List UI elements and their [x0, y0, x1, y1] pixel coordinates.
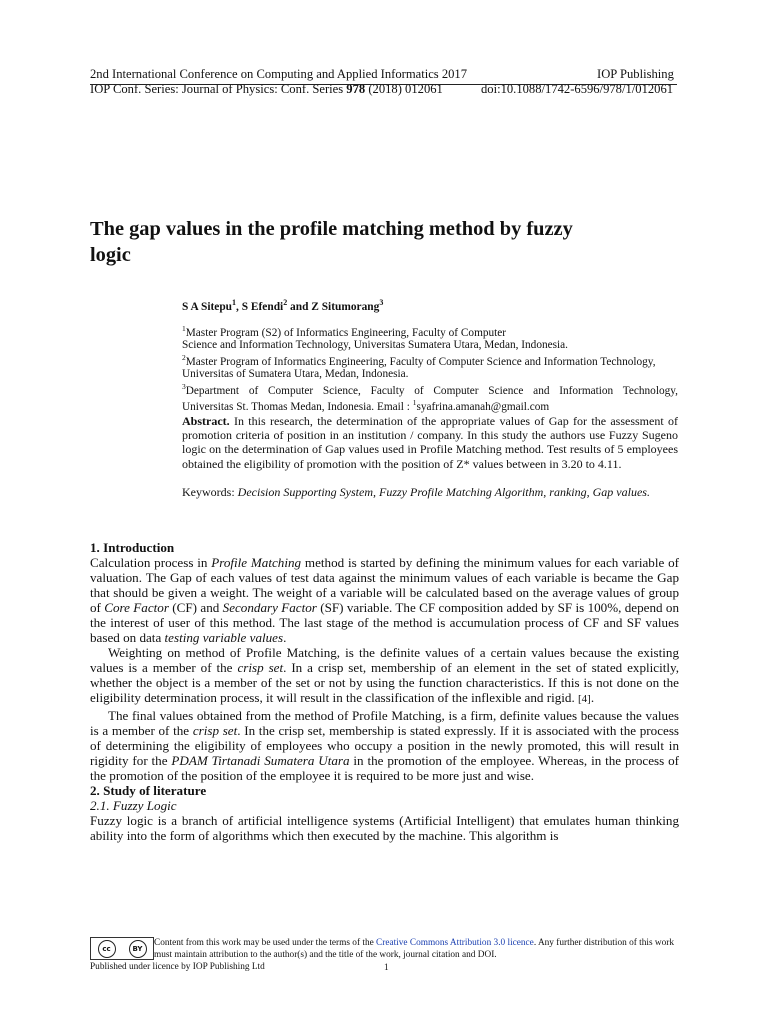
affiliation-3-sup: 3: [182, 381, 186, 391]
author-3-sup: 3: [379, 298, 384, 307]
subsection-heading-fuzzy-logic: 2.1. Fuzzy Logic: [90, 797, 177, 813]
text-run: .: [283, 630, 287, 646]
italic-term: testing variable values: [164, 630, 284, 646]
text-run: Weighting on method of Profile Matching, is the definite values of a certain values because the existing values is a member of the: [90, 645, 679, 676]
header-rule: [90, 84, 677, 85]
text-run: (CF) and: [168, 600, 223, 616]
affiliation-2-text: Master Program of Informatics Engineering, Faculty of Computer Science and Information Technology,: [185, 355, 656, 368]
author-1-sup: 1: [232, 298, 237, 307]
keywords-label: Keywords:: [182, 485, 238, 499]
licence-text: . Any further distribution of this work must maintain attribution to the author(s) and the title of the work, journal citation and DOI.: [154, 938, 675, 960]
series-year: (2018) 012061: [365, 82, 443, 96]
title-line-1: The gap values in the profile matching method by fuzzy: [90, 218, 573, 240]
author-2-sup: 2: [283, 298, 288, 307]
affiliation-2-line-2: Universitas of Sumatera Utara, Medan, Indonesia.: [182, 368, 409, 381]
keywords-list: Decision Supporting System, Fuzzy Profile Matching Algorithm, ranking, Gap values.: [237, 485, 650, 499]
cc-by-badge: [90, 937, 154, 960]
text-run: The final values obtained from the method of Profile Matching, is a firm, definite values because the values is a member of the: [90, 707, 679, 738]
italic-term: crisp set: [237, 660, 284, 676]
keywords: [182, 486, 678, 498]
author-list: [182, 298, 383, 313]
text-run: Calculation process in: [90, 555, 212, 571]
header-conference: 2nd International Conference on Computing and Applied Informatics 2017: [90, 67, 468, 81]
author-1: S A Sitepu: [182, 300, 233, 313]
section-heading-introduction: 1. Introduction: [90, 540, 175, 555]
affiliation-1-text: Master Program (S2) of Informatics Engineering, Faculty of Computer: [185, 326, 507, 339]
affiliation-2-sup: 2: [182, 352, 186, 362]
intro-paragraph-1: [90, 555, 679, 645]
text-run: method is started by defining the minimum values for each variable of valuation. The Gap of each values of test data against the minimum values of each variable is became the Gap that should be given a weight. The weight of a variable will be calculated based on the average values of group of: [90, 555, 679, 616]
licence-link[interactable]: Creative Commons Attribution 3.0 licence: [376, 938, 534, 948]
cc-icon: cc: [98, 940, 116, 958]
affiliation-1-line-1: [182, 323, 678, 339]
italic-term: Secondary Factor: [222, 600, 317, 616]
author-3: and Z Situmorang: [287, 300, 380, 313]
licence-notice: [154, 938, 682, 961]
text-run: . In a crisp set, membership of an element in the set of stated explicitly, whether the object is a member of the set or not by using the function characteristics. If this is not done on the eligibility determination process, it will result in the classification of the inflexible and rigid.: [90, 660, 679, 706]
text-run: . In the crisp set, membership is stated expressly. If it is associated with the process of determining the eligibility of employees who occupy a position in the newly promoted, this will result in rigidity for the: [90, 722, 680, 768]
affiliation-3-text: Department of Computer Science, Faculty of Computer Science and Information Technology,: [185, 384, 678, 397]
abstract: [182, 414, 678, 471]
text-run: in the promotion of the employee. Whereas, in the process of the promotion of the position of the employee it is required to be more just and wise.: [90, 752, 679, 783]
by-icon: BY: [129, 940, 147, 958]
text-run: .: [590, 690, 595, 706]
series-volume: 978: [346, 82, 366, 96]
affiliations: [182, 323, 678, 414]
section-heading-literature: 2. Study of literature: [90, 782, 207, 798]
affiliation-1-line-2: Science and Information Technology, Universitas Sumatera Utara, Medan, Indonesia.: [182, 339, 569, 352]
intro-paragraph-3: [90, 708, 679, 783]
abstract-text: In this research, the determination of the appropriate values of Gap for the assessment of promotion criteria of position in an institution / company. In this study the authors use Fuzzy Sugeno logic on the determination of Gap values used in Profile Matching method. Test results of 5 employees obtained the eligibility of promotion with the position of Z* values between in 3.20 to 4.11.: [182, 414, 678, 471]
italic-term: PDAM Tirtanadi Sumatera Utara: [171, 752, 350, 768]
affiliation-1-sup: 1: [182, 324, 186, 333]
text-run: (SF) variable. The CF composition added by SF is 100%, depend on the interest of user of this method. The last stage of the method is accumulation process of CF and SF values based on data: [90, 600, 679, 646]
italic-term: Profile Matching: [211, 555, 302, 571]
affiliation-3-address: Universitas St. Thomas Medan, Indonesia. Email :: [182, 401, 413, 414]
abstract-label: Abstract.: [182, 414, 230, 428]
intro-paragraph-2: [90, 645, 679, 707]
literature-paragraph-1: Fuzzy logic is a branch of artificial intelligence systems (Artificial Intelligent) that emulates human thinking ability into the form of algorithms which then executed by the machine. This algorithm is: [90, 812, 679, 843]
affiliation-3-line-1: [182, 381, 678, 397]
series-text: IOP Conf. Series: Journal of Physics: Conf. Series: [90, 82, 347, 96]
licence-text: Content from this work may be used under the terms of the: [154, 938, 377, 948]
page-number: 1: [384, 963, 389, 973]
header-doi: doi:10.1088/1742-6596/978/1/012061: [481, 82, 674, 96]
italic-term: crisp set: [192, 722, 238, 738]
contact-email[interactable]: syafrina.amanah@gmail.com: [416, 401, 550, 414]
title-line-2: logic: [90, 244, 131, 266]
paper-title: [90, 216, 650, 268]
citation-link[interactable]: [4]: [578, 693, 591, 706]
email-sup: 1: [412, 398, 417, 408]
paper-body: [90, 540, 679, 843]
published-by: Published under licence by IOP Publishing Ltd: [90, 962, 265, 972]
affiliation-2-line-1: [182, 352, 678, 368]
italic-term: Core Factor: [104, 600, 169, 616]
affiliation-3-line-2: [182, 397, 678, 413]
author-2: , S Efendi: [236, 300, 284, 313]
header-publisher: IOP Publishing: [597, 67, 674, 81]
